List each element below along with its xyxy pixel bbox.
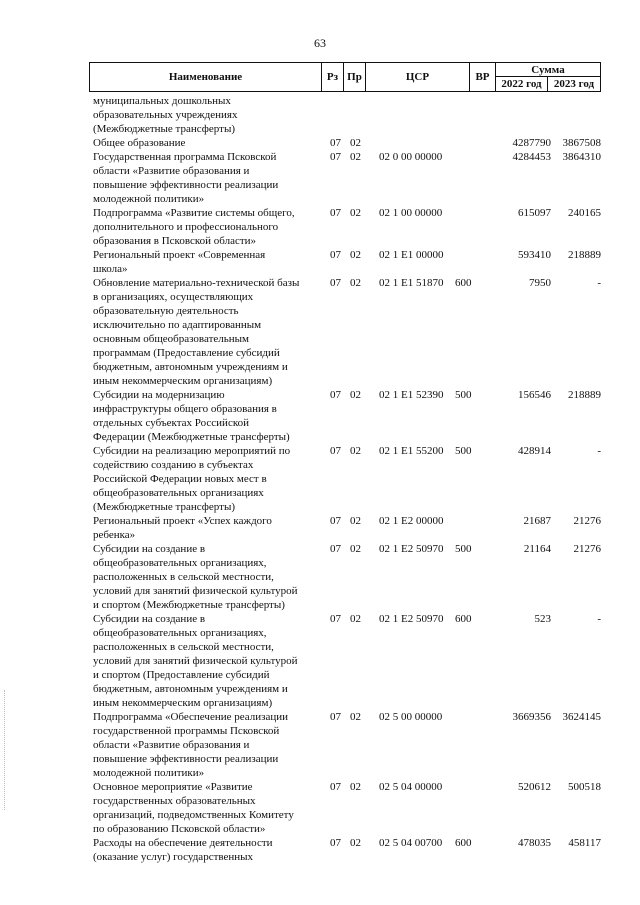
row-name-line: расположенных в сельской местности, [93, 641, 274, 653]
row-name-line: исключительно по адаптированным [93, 319, 262, 331]
row-sum-2023: 3864310 [562, 151, 601, 163]
row-pr: 02 [350, 837, 361, 849]
table-row [93, 206, 601, 248]
row-name [93, 836, 325, 864]
header-name: Наименование [90, 63, 322, 91]
row-pr: 02 [350, 613, 361, 625]
row-name-line: повышение эффективности реализации [93, 179, 279, 191]
row-name [93, 206, 325, 248]
row-name-line: Региональный проект «Современная [93, 249, 266, 261]
row-csr: 02 1 E1 51870 [379, 277, 444, 289]
row-sum-2023: 21276 [573, 543, 601, 555]
row-name [93, 710, 325, 780]
row-name-line: отдельных субъектах Российской [93, 417, 249, 429]
row-name-line: инфраструктуры общего образования в [93, 403, 277, 415]
row-csr: 02 1 E1 55200 [379, 445, 444, 457]
row-sum-2022: 21164 [523, 543, 551, 555]
row-csr: 02 5 04 00700 [379, 837, 443, 849]
row-name-line: (Межбюджетные трансферты) [93, 501, 235, 513]
row-sum-2023: 218889 [568, 249, 601, 261]
row-sum-2022: 520612 [518, 781, 551, 793]
margin-mark [4, 690, 7, 810]
row-name-line: условий для занятий физической культурой [93, 655, 298, 667]
row-name [93, 94, 325, 136]
row-name [93, 612, 325, 710]
row-rz: 07 [330, 277, 341, 289]
row-csr: 02 1 E1 00000 [379, 249, 444, 261]
row-name-line: повышение эффективности реализации [93, 753, 279, 765]
row-rz: 07 [330, 207, 341, 219]
header-year-2022: 2022 год [496, 77, 548, 91]
row-rz: 07 [330, 445, 341, 457]
row-name-line: иным некоммерческим организациям) [93, 697, 273, 709]
row-rz: 07 [330, 389, 341, 401]
table-row [93, 248, 601, 276]
row-name [93, 514, 325, 542]
row-name-line: бюджетным, автономным учреждениям и [93, 361, 288, 373]
row-pr: 02 [350, 711, 361, 723]
row-sum-2023: 240165 [568, 207, 601, 219]
table-row [93, 94, 601, 136]
row-name-line: общеобразовательных организациях, [93, 627, 267, 639]
row-name-line: области «Развитие образования и [93, 739, 250, 751]
row-name [93, 276, 325, 388]
row-name-line: образовательную деятельность [93, 305, 239, 317]
row-name-line: и спортом (Предоставление субсидий [93, 669, 270, 681]
row-sum-2022: 523 [534, 613, 551, 625]
row-name-line: Региональный проект «Успех каждого [93, 515, 272, 527]
table-row [93, 780, 601, 836]
row-name-line: Расходы на обеспечение деятельности [93, 837, 273, 849]
header-rz: Рз [322, 63, 344, 91]
row-sum-2023: - [597, 445, 601, 457]
row-csr: 02 1 E1 52390 [379, 389, 444, 401]
row-csr: 02 1 E2 00000 [379, 515, 444, 527]
row-sum-2023: 21276 [573, 515, 601, 527]
row-vr: 600 [455, 837, 472, 849]
row-name-line: по образованию Псковской области» [93, 823, 266, 835]
row-name-line: муниципальных дошкольных [93, 95, 231, 107]
row-sum-2022: 3669356 [512, 711, 551, 723]
row-name-line: основным общеобразовательным [93, 333, 250, 345]
row-pr: 02 [350, 249, 361, 261]
row-pr: 02 [350, 277, 361, 289]
row-rz: 07 [330, 781, 341, 793]
row-name [93, 248, 325, 276]
row-sum-2023: - [597, 613, 601, 625]
row-name-line: в организациях, осуществляющих [93, 291, 254, 303]
row-sum-2022: 7950 [529, 277, 551, 289]
row-name-line: Российской Федерации новых мест в [93, 473, 267, 485]
row-pr: 02 [350, 781, 361, 793]
row-name [93, 150, 325, 206]
row-vr: 500 [455, 389, 472, 401]
row-name-line: бюджетным, автономным учреждениям и [93, 683, 288, 695]
row-pr: 02 [350, 445, 361, 457]
row-rz: 07 [330, 711, 341, 723]
row-name-line: государственной программы Псковской [93, 725, 280, 737]
row-name-line: школа» [93, 263, 128, 275]
row-name-line: иным некоммерческим организациям) [93, 375, 273, 387]
table-row [93, 542, 601, 612]
row-sum-2022: 4284453 [512, 151, 551, 163]
header-vr: ВР [470, 63, 496, 91]
row-csr: 02 5 00 00000 [379, 711, 443, 723]
row-sum-2023: 500518 [568, 781, 601, 793]
row-sum-2023: 458117 [568, 837, 601, 849]
row-rz: 07 [330, 613, 341, 625]
table-row [93, 276, 601, 388]
row-vr: 600 [455, 613, 472, 625]
row-name-line: молодежной политики» [93, 193, 205, 205]
row-name-line: организаций, подведомственных Комитету [93, 809, 294, 821]
row-pr: 02 [350, 207, 361, 219]
row-name [93, 542, 325, 612]
row-name [93, 444, 325, 514]
header-pr: Пр [344, 63, 366, 91]
table-row [93, 612, 601, 710]
page-number: 63 [314, 36, 326, 50]
row-name-line: общеобразовательных организациях, [93, 557, 267, 569]
row-name-line: образовательных учреждениях [93, 109, 238, 121]
row-vr: 500 [455, 543, 472, 555]
row-pr: 02 [350, 151, 361, 163]
row-pr: 02 [350, 515, 361, 527]
row-name [93, 388, 325, 444]
row-sum-2022: 593410 [518, 249, 551, 261]
row-vr: 600 [455, 277, 472, 289]
row-pr: 02 [350, 543, 361, 555]
row-rz: 07 [330, 515, 341, 527]
row-csr: 02 1 E2 50970 [379, 613, 444, 625]
row-csr: 02 0 00 00000 [379, 151, 443, 163]
row-sum-2022: 21687 [523, 515, 551, 527]
table-row [93, 836, 601, 864]
row-sum-2023: - [597, 277, 601, 289]
row-name-line: ребенка» [93, 529, 136, 541]
table-row [93, 136, 601, 150]
row-name-line: дополнительного и профессионального [93, 221, 279, 233]
row-name-line: Субсидии на модернизацию [93, 389, 225, 401]
row-name-line: содействию созданию в субъектах [93, 459, 254, 471]
row-name-line: и спортом (Межбюджетные трансферты) [93, 599, 285, 611]
row-name-line: области «Развитие образования и [93, 165, 250, 177]
row-name-line: расположенных в сельской местности, [93, 571, 274, 583]
row-rz: 07 [330, 543, 341, 555]
row-sum-2023: 3624145 [562, 711, 601, 723]
row-name-line: образования в Псковской области» [93, 235, 257, 247]
row-name [93, 136, 325, 150]
row-sum-2022: 428914 [518, 445, 551, 457]
row-rz: 07 [330, 837, 341, 849]
row-name-line: программам (Предоставление субсидий [93, 347, 280, 359]
row-rz: 07 [330, 151, 341, 163]
row-sum-2022: 156546 [518, 389, 551, 401]
table-row [93, 150, 601, 206]
row-name-line: Субсидии на реализацию мероприятий по [93, 445, 291, 457]
row-name-line: Федерации (Межбюджетные трансферты) [93, 431, 290, 443]
table-row [93, 514, 601, 542]
row-csr: 02 5 04 00000 [379, 781, 443, 793]
row-sum-2022: 478035 [518, 837, 551, 849]
row-pr: 02 [350, 137, 361, 149]
table-body [93, 94, 601, 864]
header-sum: Сумма [496, 63, 600, 77]
header-year-2023: 2023 год [553, 78, 595, 90]
table-row [93, 388, 601, 444]
row-name-line: Субсидии на создание в [93, 543, 206, 555]
row-name-line: Подпрограмма «Развитие системы общего, [93, 207, 295, 219]
row-rz: 07 [330, 137, 341, 149]
row-sum-2022: 4287790 [512, 137, 551, 149]
row-name-line: Субсидии на создание в [93, 613, 206, 625]
row-name-line: Государственная программа Псковской [93, 151, 277, 163]
row-name-line: общеобразовательных организациях [93, 487, 264, 499]
row-name-line: (оказание услуг) государственных [93, 851, 254, 863]
row-sum-2023: 3867508 [562, 137, 601, 149]
row-name-line: Подпрограмма «Обеспечение реализации [93, 711, 288, 723]
table-row [93, 444, 601, 514]
row-name-line: государственных образовательных [93, 795, 256, 807]
row-vr: 500 [455, 445, 472, 457]
row-sum-2023: 218889 [568, 389, 601, 401]
row-name-line: Обновление материально-технической базы [93, 277, 300, 289]
row-name-line: молодежной политики» [93, 767, 205, 779]
table-row [93, 710, 601, 780]
row-name [93, 780, 325, 836]
row-name-line: (Межбюджетные трансферты) [93, 123, 235, 135]
row-sum-2022: 615097 [518, 207, 551, 219]
row-name-line: Общее образование [93, 137, 186, 149]
row-rz: 07 [330, 249, 341, 261]
row-name-line: Основное мероприятие «Развитие [93, 781, 253, 793]
row-csr: 02 1 E2 50970 [379, 543, 444, 555]
row-name-line: условий для занятий физической культурой [93, 585, 298, 597]
table-header [89, 62, 601, 92]
row-csr: 02 1 00 00000 [379, 207, 443, 219]
row-pr: 02 [350, 389, 361, 401]
header-csr: ЦСР [366, 63, 470, 91]
